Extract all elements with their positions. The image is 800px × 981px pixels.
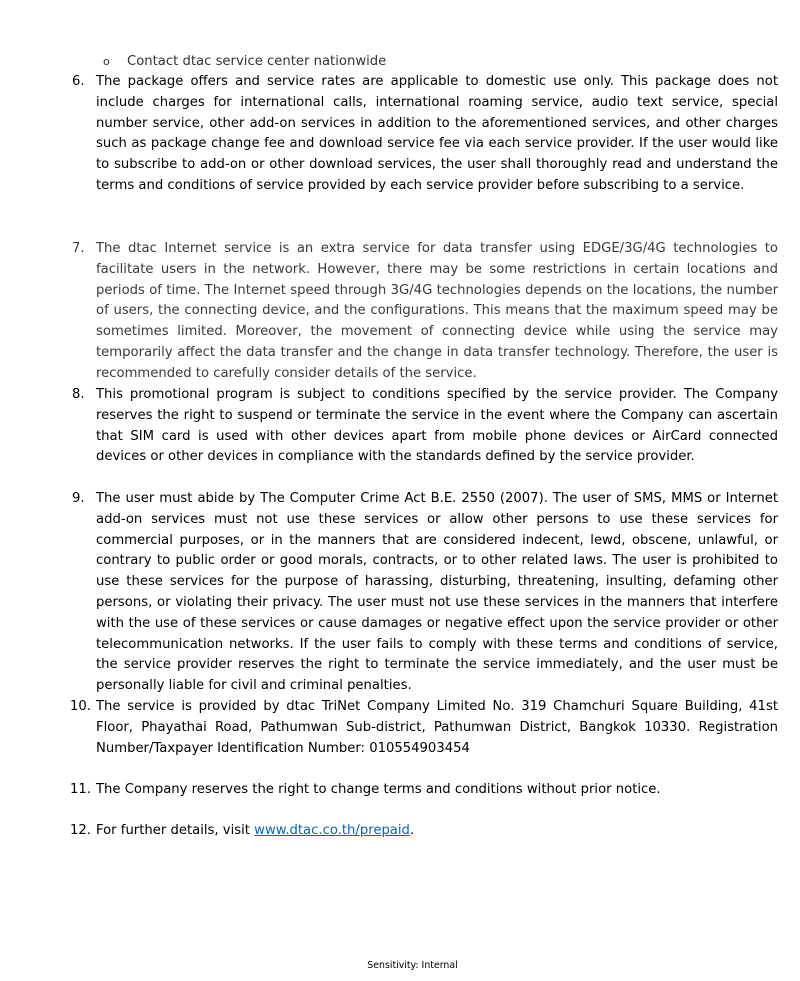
sub-bullet-item	[103, 52, 763, 73]
list-item-6	[72, 72, 778, 197]
list-item-10	[72, 697, 778, 759]
list-number: 6.	[72, 74, 85, 89]
list-item-11	[72, 780, 778, 801]
list-number: 11.	[70, 782, 91, 797]
list-item-text: This promotional program is subject to conditions specified by the service provider. The Company reserves the right to suspend or terminate the service in the event where the Company can ascertain that SIM card is used with other devices apart from mobile phone devices or AirCard connected devices or other devices in compliance with the standards defined by the service provider.	[96, 387, 778, 465]
list-item-text: The service is provided by dtac TriNet Company Limited No. 319 Chamchuri Square Building, 41st Floor, Phayathai Road, Pathumwan Sub-district, Pathumwan District, Bangkok 10330. Registration Number/Taxpayer Identification Number: 010554903454	[96, 699, 778, 756]
list-number: 12.	[70, 823, 91, 838]
list-item-text-after: .	[409, 823, 415, 838]
list-item-text: The user must abide by The Computer Crime Act B.E. 2550 (2007). The user of SMS, MMS or Internet add-on services must not use these services or allow other persons to use these services for commercial purposes, or in the manners that are considered indecent, lewd, obscene, unlawful, or contrary to public order or good morals, contracts, or to other related laws. The user is prohibited to use these services for the purpose of harassing, disturbing, threatening, insulting, defaming other persons, or violating their privacy. The user must not use these services in the manners that interfere with the use of these services or cause damages or negative effect upon the service provider or other telecommunication networks. If the user fails to comply with these terms and conditions of service, the service provider reserves the right to terminate the service immediately, and the user must be personally liable for civil and criminal penalties.	[96, 491, 778, 694]
list-item-12	[72, 821, 778, 842]
sensitivity-footer: Sensitivity: Internal	[367, 960, 458, 971]
sub-bullet-text: Contact dtac service center nationwide	[127, 54, 387, 69]
list-number: 7.	[72, 241, 85, 256]
list-item-text: The package offers and service rates are applicable to domestic use only. This package does not include charges for international calls, international roaming service, audio text service, special number service, other add-on services in addition to the aforementioned services, and other charges such as package change fee and download service fee via each service provider. If the user would like to subscribe to add-on or other download services, the user shall thoroughly read and understand the terms and conditions of service provided by each service provider before subscribing to a service.	[96, 74, 778, 193]
list-number: 8.	[72, 387, 85, 402]
hollow-bullet-icon: o	[103, 55, 110, 68]
list-number: 10.	[70, 699, 91, 714]
list-item-7	[72, 239, 778, 385]
list-number: 9.	[72, 491, 85, 506]
list-item-text-before: For further details, visit	[96, 823, 255, 838]
list-item-8	[72, 385, 778, 468]
list-item-text: The Company reserves the right to change terms and conditions without prior notice.	[96, 782, 661, 797]
prepaid-link[interactable]: www.dtac.co.th/prepaid	[254, 823, 410, 838]
list-item-text	[96, 821, 778, 842]
list-item-text: The dtac Internet service is an extra service for data transfer using EDGE/3G/4G technologies to facilitate users in the network. However, there may be some restrictions in certain locations and periods of time. The Internet speed through 3G/4G technologies depends on the locations, the number of users, the connecting device, and the configurations. This means that the maximum speed may be sometimes limited. Moreover, the movement of connecting device while using the service may temporarily affect the data transfer and the change in data transfer technology. Therefore, the user is recommended to carefully consider details of the service.	[96, 241, 778, 381]
list-item-9	[72, 489, 778, 697]
